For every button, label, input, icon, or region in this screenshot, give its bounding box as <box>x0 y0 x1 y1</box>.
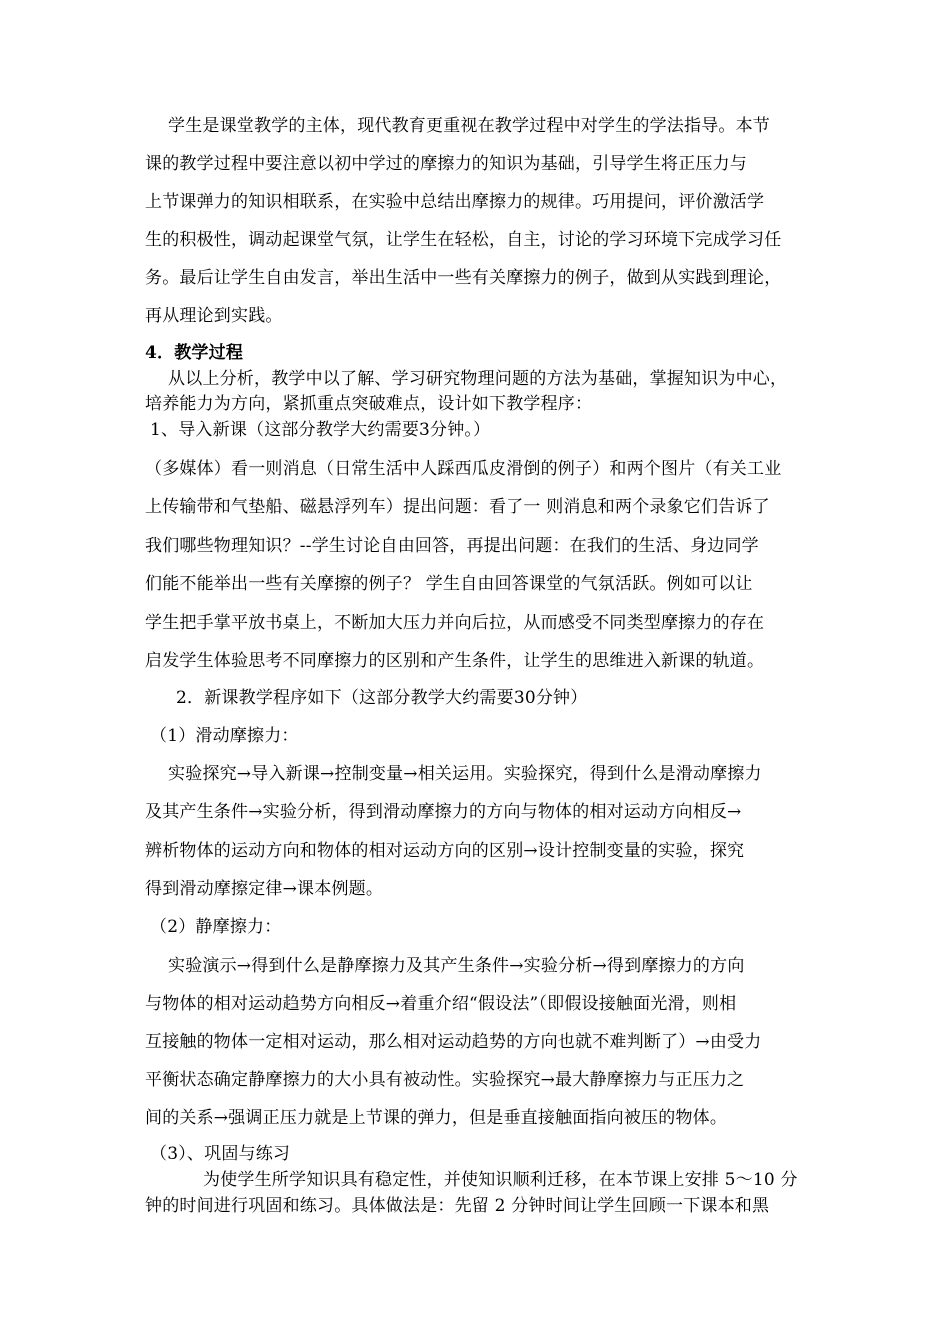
subsection-heading: 2．新课教学程序如下（这部分教学大约需要30分钟） <box>176 688 588 708</box>
text-line: 互接触的物体一定相对运动，那么相对运动趋势的方向也就不难判断了）→由受力 <box>145 1032 762 1052</box>
text-line: 们能不能举出一些有关摩擦的例子？ 学生自由回答课堂的气氛活跃。例如可以让 <box>145 574 753 594</box>
text-line: 我们哪些物理知识？--学生讨论自由回答，再提出问题：在我们的生活、身边同学 <box>145 536 759 556</box>
text-line: 实验探究→导入新课→控制变量→相关运用。实验探究，得到什么是滑动摩擦力 <box>168 764 762 784</box>
text-line: 上传输带和气垫船、磁悬浮列车）提出问题：看了一 则消息和两个录象它们告诉了 <box>145 497 770 517</box>
text-line: 及其产生条件→实验分析，得到滑动摩擦力的方向与物体的相对运动方向相反→ <box>145 802 742 822</box>
text-line: 生的积极性，调动起课堂气氛，让学生在轻松，自主，讨论的学习环境下完成学习任 <box>145 230 782 250</box>
text-line: 平衡状态确定静摩擦力的大小具有被动性。实验探究→最大静摩擦力与正压力之 <box>145 1070 745 1090</box>
text-line: 学生把手掌平放书桌上，不断加大压力并向后拉，从而感受不同类型摩擦力的存在 <box>145 613 765 633</box>
text-line: （多媒体）看一则消息（日常生活中人踩西瓜皮滑倒的例子）和两个图片（有关工业 <box>145 459 782 479</box>
text-line: 培养能力为方向，紧抓重点突破难点，设计如下教学程序： <box>145 394 593 414</box>
text-line: 从以上分析，教学中以了解、学习研究物理问题的方法为基础，掌握知识为中心， <box>168 369 788 389</box>
text-line: 钟的时间进行巩固和练习。具体做法是：先留 2 分钟时间让学生回顾一下课本和黑 <box>145 1196 770 1216</box>
subsection-heading: （3）、巩固与练习 <box>150 1144 291 1164</box>
text-line: 务。最后让学生自由发言，举出生活中一些有关摩擦力的例子，做到从实践到理论， <box>145 268 782 288</box>
text-line: 实验演示→得到什么是静摩擦力及其产生条件→实验分析→得到摩擦力的方向 <box>168 956 745 976</box>
subsection-heading: 1、导入新课（这部分教学大约需要3分钟。） <box>150 420 491 440</box>
text-line: 得到滑动摩擦定律→课本例题。 <box>145 879 384 899</box>
text-line: 间的关系→强调正压力就是上节课的弹力，但是垂直接触面指向被压的物体。 <box>145 1108 728 1128</box>
subsection-heading: （1）滑动摩擦力： <box>150 726 299 746</box>
text-line: 为使学生所学知识具有稳定性，并使知识顺利迁移，在本节课上安排 5～10 分 <box>203 1170 798 1190</box>
text-line: 课的教学过程中要注意以初中学过的摩擦力的知识为基础，引导学生将正压力与 <box>145 154 747 174</box>
text-line: 辨析物体的运动方向和物体的相对运动方向的区别→设计控制变量的实验，探究 <box>145 841 745 861</box>
text-line: 上节课弹力的知识相联系，在实验中总结出摩擦力的规律。巧用提问，评价激活学 <box>145 192 765 212</box>
text-line: 再从理论到实践。 <box>145 306 283 326</box>
text-line: 启发学生体验思考不同摩擦力的区别和产生条件，让学生的思维进入新课的轨道。 <box>145 651 765 671</box>
text-line: 学生是课堂教学的主体，现代教育更重视在教学过程中对学生的学法指导。本节 <box>168 116 770 136</box>
section-heading: 4．教学过程 <box>145 343 244 363</box>
subsection-heading: （2）静摩擦力： <box>150 917 282 937</box>
text-line: 与物体的相对运动趋势方向相反→着重介绍“假设法”（即假设接触面光滑，则相 <box>145 994 737 1014</box>
